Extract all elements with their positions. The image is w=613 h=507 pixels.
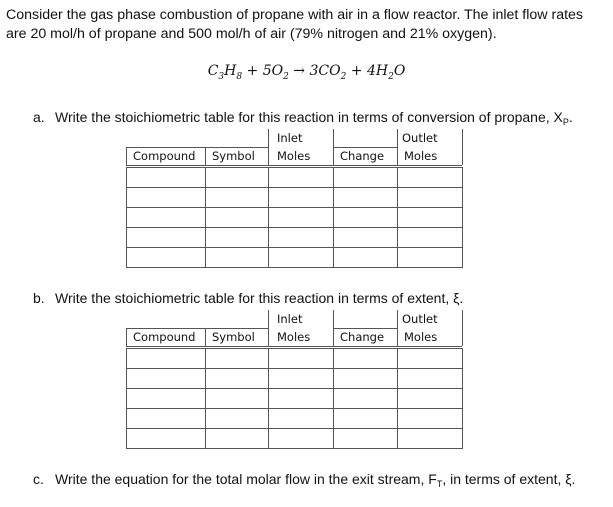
eq-sub: 2 <box>283 71 289 82</box>
header-compound: Compound <box>133 330 196 344</box>
problem-line-1: Consider the gas phase combustion of propane with air in a flow reactor. The inlet flow rates <box>6 7 584 23</box>
table-cell[interactable] <box>269 188 334 208</box>
eq-sub: 2 <box>340 71 347 82</box>
header-rule <box>126 328 268 329</box>
table-cell[interactable] <box>269 208 334 228</box>
eq-part: C <box>207 63 219 79</box>
eq-part: O <box>393 63 406 79</box>
table-cell[interactable] <box>334 188 398 208</box>
header-divider <box>268 129 269 165</box>
header-rule <box>126 165 462 166</box>
header-divider <box>268 310 269 346</box>
table-row <box>127 188 463 208</box>
eq-part: + 4H <box>346 63 389 79</box>
table-cell[interactable] <box>206 168 269 188</box>
table-row <box>127 248 463 268</box>
problem-line-2: are 20 mol/h of propane and 500 mol/h of air (79% nitrogen and 21% oxygen). <box>6 26 497 42</box>
table-row <box>127 349 463 369</box>
table-cell[interactable] <box>206 208 269 228</box>
header-divider <box>126 328 127 346</box>
header-rule <box>126 147 268 148</box>
eq-part: + 5O <box>242 63 284 79</box>
table-cell[interactable] <box>127 168 206 188</box>
table-cell[interactable] <box>127 389 206 409</box>
table-cell[interactable] <box>269 429 334 449</box>
table-cell[interactable] <box>398 369 463 389</box>
table-row <box>127 429 463 449</box>
table-cell[interactable] <box>334 389 398 409</box>
header-divider <box>126 147 127 165</box>
header-divider <box>205 328 206 346</box>
header-divider <box>462 310 463 346</box>
question-letter: b. <box>33 290 45 306</box>
table-row <box>127 168 463 188</box>
table-cell[interactable] <box>269 369 334 389</box>
table-cell[interactable] <box>269 409 334 429</box>
header-change: Change <box>340 149 385 163</box>
eq-part: → 3CO <box>288 63 341 79</box>
header-moles-out: Moles <box>404 149 438 163</box>
header-divider <box>397 129 398 165</box>
header-change: Change <box>340 330 385 344</box>
table-cell[interactable] <box>206 349 269 369</box>
table-cell[interactable] <box>334 349 398 369</box>
header-divider <box>333 310 334 346</box>
table-cell[interactable] <box>334 168 398 188</box>
table-cell[interactable] <box>127 188 206 208</box>
problem-statement <box>6 6 606 44</box>
eq-part: H <box>224 63 237 79</box>
table-cell[interactable] <box>398 389 463 409</box>
table-cell[interactable] <box>206 248 269 268</box>
header-divider <box>205 147 206 165</box>
table-cell[interactable] <box>206 389 269 409</box>
table-row <box>127 228 463 248</box>
table-row <box>127 409 463 429</box>
header-outlet: Outlet <box>402 131 438 145</box>
question-text: Write the equation for the total molar flow in the exit stream, F <box>55 471 437 487</box>
table-cell[interactable] <box>127 228 206 248</box>
table-cell[interactable] <box>206 228 269 248</box>
table-row <box>127 208 463 228</box>
table-cell[interactable] <box>398 248 463 268</box>
header-rule <box>126 346 462 347</box>
table-cell[interactable] <box>127 349 206 369</box>
table-cell[interactable] <box>127 429 206 449</box>
table-cell[interactable] <box>398 349 463 369</box>
table-cell[interactable] <box>127 248 206 268</box>
table-cell[interactable] <box>398 188 463 208</box>
header-moles-out: Moles <box>404 330 438 344</box>
question-letter: a. <box>33 109 45 125</box>
table-b-header <box>126 312 462 348</box>
table-cell[interactable] <box>398 168 463 188</box>
header-outlet: Outlet <box>402 312 438 326</box>
table-cell[interactable] <box>398 208 463 228</box>
question-text: Write the stoichiometric table for this reaction in terms of conversion of propane, X <box>55 109 563 125</box>
header-rule <box>333 328 397 329</box>
table-cell[interactable] <box>269 389 334 409</box>
header-divider <box>397 310 398 346</box>
table-cell[interactable] <box>334 248 398 268</box>
eq-sub: 3 <box>218 71 225 82</box>
question-subscript: T <box>436 479 443 489</box>
question-subscript: P <box>562 117 569 127</box>
question-text-end: , in terms of extent, ξ. <box>442 471 576 487</box>
header-moles-in: Moles <box>277 149 311 163</box>
table-cell[interactable] <box>269 168 334 188</box>
header-symbol: Symbol <box>212 330 255 344</box>
header-divider <box>333 129 334 165</box>
table-cell[interactable] <box>206 188 269 208</box>
table-row <box>127 369 463 389</box>
stoichiometric-table-a <box>126 167 463 268</box>
question-b <box>33 290 463 306</box>
eq-sub: 2 <box>388 71 394 82</box>
table-cell[interactable] <box>334 208 398 228</box>
header-moles-in: Moles <box>277 330 311 344</box>
table-cell[interactable] <box>334 369 398 389</box>
table-a-header <box>126 131 462 167</box>
table-cell[interactable] <box>398 228 463 248</box>
table-cell[interactable] <box>334 228 398 248</box>
table-cell[interactable] <box>334 409 398 429</box>
table-cell[interactable] <box>127 208 206 228</box>
table-cell[interactable] <box>127 369 206 389</box>
question-c <box>33 471 575 489</box>
reaction-equation <box>0 63 613 82</box>
header-inlet: Inlet <box>277 131 303 145</box>
table-cell[interactable] <box>398 429 463 449</box>
table-cell[interactable] <box>127 409 206 429</box>
question-text-end: . <box>568 109 573 125</box>
table-cell[interactable] <box>206 369 269 389</box>
question-letter: c. <box>33 471 44 487</box>
eq-sub: 8 <box>236 71 243 82</box>
table-cell[interactable] <box>269 248 334 268</box>
question-a <box>33 109 573 127</box>
table-cell[interactable] <box>269 228 334 248</box>
header-compound: Compound <box>133 149 196 163</box>
header-rule <box>333 147 397 148</box>
header-inlet: Inlet <box>277 312 303 326</box>
header-symbol: Symbol <box>212 149 255 163</box>
header-divider <box>462 129 463 165</box>
table-cell[interactable] <box>206 409 269 429</box>
table-cell[interactable] <box>398 409 463 429</box>
table-cell[interactable] <box>269 349 334 369</box>
table-cell[interactable] <box>206 429 269 449</box>
table-row <box>127 389 463 409</box>
table-cell[interactable] <box>334 429 398 449</box>
stoichiometric-table-b <box>126 348 463 449</box>
question-text: Write the stoichiometric table for this reaction in terms of extent, ξ. <box>55 290 464 306</box>
